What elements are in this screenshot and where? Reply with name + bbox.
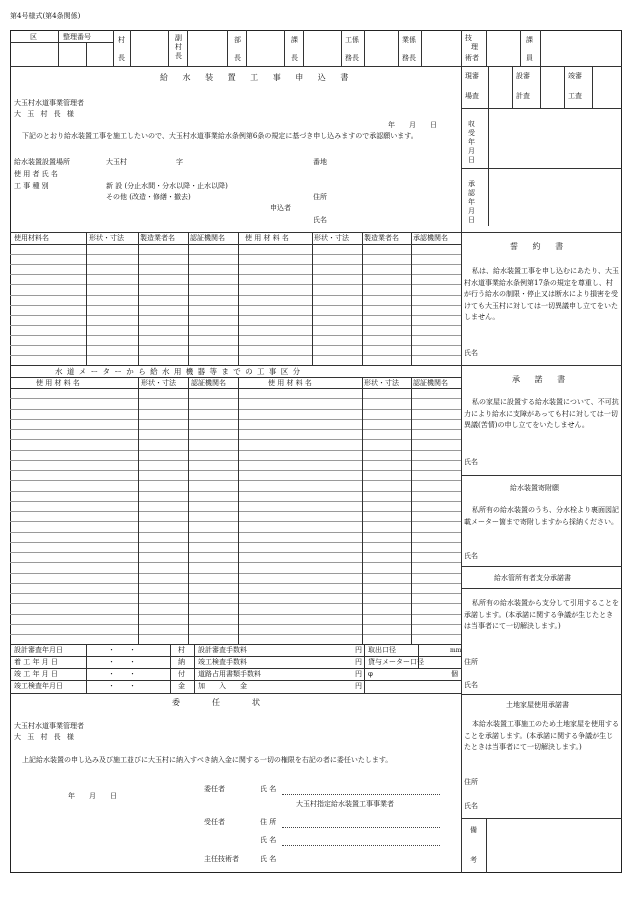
table-row bbox=[10, 254, 461, 255]
consent-title: 承 諾 書 bbox=[512, 375, 572, 384]
meter-lend-label: 貸与メーター口径 bbox=[368, 658, 424, 666]
donation-title: 給水装置寄附願 bbox=[510, 484, 559, 492]
table-row bbox=[10, 305, 461, 306]
principal-name-field[interactable] bbox=[282, 794, 440, 795]
table-row bbox=[10, 624, 461, 625]
branch-title: 給水管所有者支分承諾書 bbox=[494, 574, 571, 582]
table-row bbox=[10, 521, 461, 522]
table-row bbox=[10, 573, 461, 574]
stamp-ka: 課 bbox=[291, 36, 298, 44]
table-row bbox=[10, 603, 461, 604]
agent-name-field[interactable] bbox=[282, 845, 440, 846]
table-row bbox=[10, 583, 461, 584]
ku-label: 区 bbox=[30, 33, 37, 41]
contractor-label: 大玉村指定給水装置工事事業者 bbox=[296, 800, 394, 808]
table-row bbox=[10, 552, 461, 553]
install-location-label: 給水装置設置場所 bbox=[14, 158, 70, 166]
meter-header: 使 用 材 料 名 bbox=[36, 379, 80, 387]
table-row bbox=[10, 345, 461, 346]
work-type-other: その他 (改造・修繕・撤去) bbox=[106, 193, 191, 201]
stamp-gijutsu: 技 bbox=[465, 34, 472, 42]
date-start-label: 着 工 年 月 日 bbox=[14, 658, 58, 666]
pledge-body: 私は、給水装置工事を申し込むにあたり、大玉村水道事業給水条例第17条の規定を尊重し、村が行う給水の制限・停止又は断水により損害を受けても大玉村に対しては一切異議申し立てをいたしません。 bbox=[464, 267, 619, 321]
table-row bbox=[10, 398, 461, 399]
table-row bbox=[10, 614, 461, 615]
install-location-village: 大玉村 bbox=[106, 158, 127, 166]
table-row bbox=[10, 325, 461, 326]
work-type-label: 工 事 種 別 bbox=[14, 182, 49, 190]
fee-join-label: 加 入 金 bbox=[198, 682, 247, 690]
table-row bbox=[10, 532, 461, 533]
fee-road-label: 道路占用書類手数料 bbox=[198, 670, 261, 678]
branch-body: 私所有の給水装置から支分して引用することを承諾します。(本承諾に関する争議が生じたときは当事者にて一切解決します。) bbox=[464, 599, 619, 630]
stamp-kouka: 工係 bbox=[345, 36, 359, 44]
donation-body: 私所有の給水装置のうち、分水栓より裏面図記載メーター箇まで寄附しますから採納ください。 bbox=[464, 506, 619, 526]
table-row bbox=[10, 634, 461, 635]
pledge-title: 誓 約 書 bbox=[510, 242, 570, 251]
table-row bbox=[10, 593, 461, 594]
outlet-label: 取出口径 bbox=[368, 646, 396, 654]
stamp-bu: 部 bbox=[234, 36, 241, 44]
stamp-gyouka: 業係 bbox=[402, 36, 416, 44]
table-row bbox=[10, 511, 461, 512]
table-row bbox=[10, 409, 461, 410]
approved-date-label: 承認年月日 bbox=[468, 180, 475, 224]
table-row bbox=[10, 355, 461, 356]
date-design-label: 設計審査年月日 bbox=[14, 646, 63, 654]
table-row bbox=[10, 491, 461, 492]
application-title: 給 水 装 置 工 事 申 込 書 bbox=[160, 73, 355, 82]
proxy-body: 上記給水装置の申し込み及び施工並びに大玉村に納入すべき納入金に関する一切の権限を右記の者に委任いたします。 bbox=[22, 756, 393, 764]
received-date-label: 収受年月日 bbox=[468, 120, 475, 164]
mat-header: 使用材料名 bbox=[14, 234, 49, 242]
proxy-title: 委 任 状 bbox=[172, 698, 260, 707]
table-row bbox=[10, 439, 461, 440]
stamp-fuku: 副 bbox=[175, 34, 182, 42]
table-row bbox=[10, 480, 461, 481]
addressee-1: 大玉村水道事業管理者 bbox=[14, 99, 84, 107]
stamp-kain: 課 bbox=[526, 36, 533, 44]
user-name-label: 使 用 者 氏 名 bbox=[14, 170, 58, 178]
addressee-2: 大 玉 村 長 様 bbox=[14, 110, 76, 118]
table-row bbox=[10, 264, 461, 265]
table-row bbox=[10, 501, 461, 502]
fee-inspect-label: 竣工検査手数料 bbox=[198, 658, 247, 666]
consent-body: 私の家屋に設置する給水装置について、不可抗力により給水に支障があっても村に対しては一切異議(苦情)の申し立てをいたしません。 bbox=[464, 398, 619, 429]
table-row bbox=[10, 562, 461, 563]
date-complete-label: 竣 工 年 月 日 bbox=[14, 670, 58, 678]
table-row bbox=[10, 315, 461, 316]
table-row bbox=[10, 470, 461, 471]
table-row bbox=[10, 542, 461, 543]
proxy-date: 年 月 日 bbox=[68, 792, 117, 800]
app-date: 年 月 日 bbox=[388, 121, 437, 129]
work-type-new: 新 設 (分止水間・分水以降・止水以降) bbox=[106, 182, 228, 190]
fee-design-label: 設計審査手数料 bbox=[198, 646, 247, 654]
land-title: 土地家屋使用承諾書 bbox=[506, 701, 569, 709]
form-label: 第4号様式(第4条関係) bbox=[10, 12, 81, 20]
applicant-label: 申込者 bbox=[270, 204, 291, 212]
table-row bbox=[10, 284, 461, 285]
date-inspect-label: 竣工検査年月日 bbox=[14, 682, 63, 690]
table-row bbox=[10, 450, 461, 451]
table-row bbox=[10, 295, 461, 296]
table-row bbox=[10, 460, 461, 461]
stamp-mura: 村 bbox=[118, 36, 125, 44]
table-row bbox=[10, 335, 461, 336]
seiri-label: 整理番号 bbox=[63, 33, 91, 41]
agent-address-field[interactable] bbox=[282, 827, 440, 828]
meter-title: 水 道 メ ー タ ー か ら 給 水 用 機 器 等 ま で の 工 事 区 分 bbox=[55, 367, 302, 376]
table-row bbox=[10, 419, 461, 420]
land-body: 本給水装置工事施工のため土地家屋を使用することを承諾します。(本承諾に関する争議が生じたときは当事者にて一切解決します。) bbox=[464, 720, 619, 751]
app-body: 下記のとおり給水装置工事を施工したいので、大玉村水道事業給水条例第6条の規定に基づき申し込みますので承認願います。 bbox=[22, 132, 418, 140]
table-row bbox=[10, 429, 461, 430]
table-row bbox=[10, 274, 461, 275]
